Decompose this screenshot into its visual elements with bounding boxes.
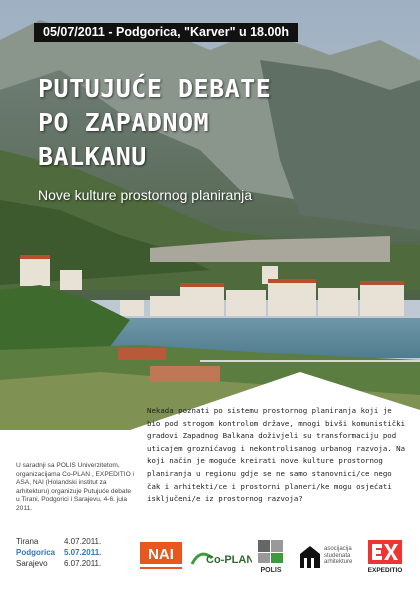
expeditio-logo (368, 540, 402, 574)
polis-logo (258, 540, 284, 574)
schedule-row-highlight (16, 547, 126, 558)
schedule-city: Sarajevo (16, 559, 48, 568)
expeditio-logo-text: EXPEDITIO (368, 567, 402, 574)
nai-logo (140, 540, 182, 574)
debate-schedule (16, 536, 126, 569)
schedule-row (16, 558, 126, 569)
partner-logos (140, 540, 412, 576)
title-line-1: PUTUJUĆE DEBATE (38, 74, 272, 103)
polis-logo-text: POLIS (260, 567, 282, 574)
asa-logo-text: asocijacija studenata arhitekture (324, 546, 353, 565)
title-line-2: PO ZAPADNOM (38, 108, 210, 137)
asa-logo (298, 542, 356, 572)
schedule-date: 6.07.2011. (64, 559, 102, 568)
title-line-3: BALKANU (38, 142, 147, 171)
schedule-city: Podgorica (16, 548, 56, 557)
event-subtitle: Nove kulture prostornog planiranja (38, 187, 253, 203)
event-title (38, 72, 378, 174)
nai-logo-text: NAI (148, 546, 174, 563)
schedule-row (16, 536, 126, 547)
organizers-text: U saradnji sa POLIS Univerzitetom, organizacijama Co-PLAN , EXPEDITIO i ASA, NAI (Holandski institut za arhitekturu) organizuje Putujuće debate u Tirani, Podgorici i Sarajevu, 4-6. jula 2011. (16, 462, 134, 512)
coplan-logo (190, 544, 252, 570)
schedule-city: Tirana (16, 537, 39, 546)
event-date-banner: 05/07/2011 - Podgorica, "Karver" u 18.00h (34, 23, 298, 42)
schedule-date: 5.07.2011. (64, 548, 102, 557)
description-text: Nekada poznati po sistemu prostornog planiranja koji je bio pod strogom kontrolom države, mnogi bivši komunistički gradovi Zapadnog Balkana doživjeli su transformaciju pod uticajem groznićavog i nekontrolisanog urbanog razvoja. Na koji način je moguće kreirati nove kulture prostornog planiranja u regionu gdje se ne samo stanovnici/ce nego čak i arhitekti/ce i prostorni planeri/ke mogu osjećati isključeni/e iz prostornog razvoja? (147, 406, 406, 504)
schedule-date: 4.07.2011. (64, 537, 102, 546)
coplan-logo-text: Co-PLAN (206, 554, 252, 566)
